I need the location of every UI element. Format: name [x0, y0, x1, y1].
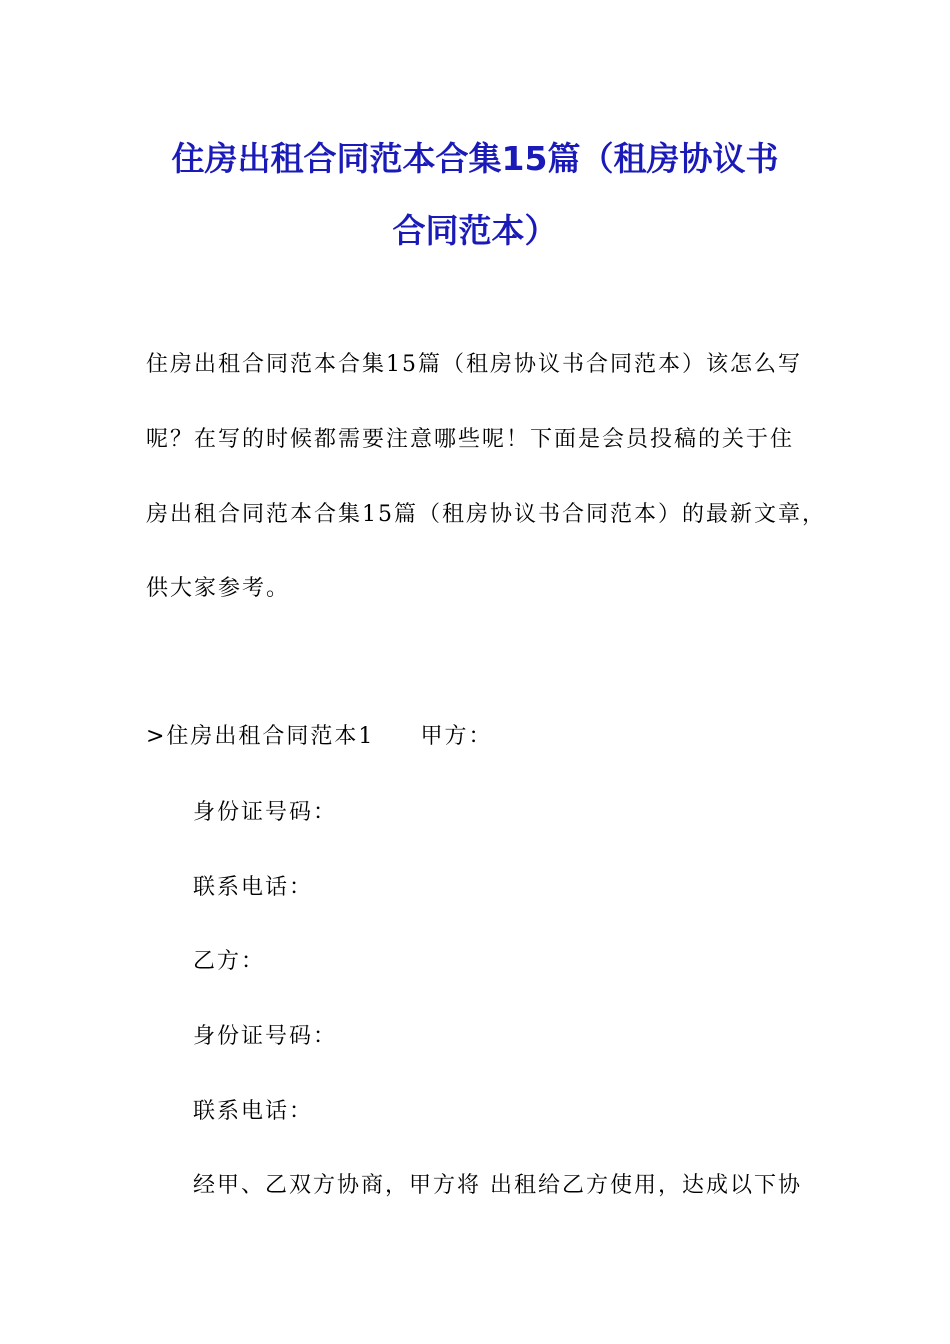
document-title-line-2: 合同范本）: [392, 211, 558, 250]
party-a-phone-label: 联系电话：: [193, 875, 314, 900]
intro-line-3: 房出租合同范本合集15篇（租房协议书合同范本）的最新文章，: [146, 502, 826, 527]
party-b-phone-label: 联系电话：: [193, 1099, 314, 1124]
section-heading: >住房出租合同范本1: [146, 724, 375, 749]
party-b-id-number-label: 身份证号码：: [193, 1024, 338, 1049]
agreement-clause-line: 经甲、乙双方协商，甲方将 出租给乙方使用，达成以下协: [193, 1173, 802, 1198]
section-heading-row: [146, 719, 492, 750]
party-a-label: 甲方：: [420, 724, 493, 749]
party-a-id-number-label: 身份证号码：: [193, 800, 338, 825]
intro-line-1: 住房出租合同范本合集15篇（租房协议书合同范本）该怎么写: [146, 352, 802, 377]
intro-line-4: 供大家参考。: [146, 576, 291, 601]
document-title-line-1: 住房出租合同范本合集15篇（租房协议书: [171, 139, 779, 178]
intro-line-2: 呢？在写的时候都需要注意哪些呢！下面是会员投稿的关于住: [146, 427, 795, 452]
party-b-label: 乙方：: [193, 949, 266, 974]
